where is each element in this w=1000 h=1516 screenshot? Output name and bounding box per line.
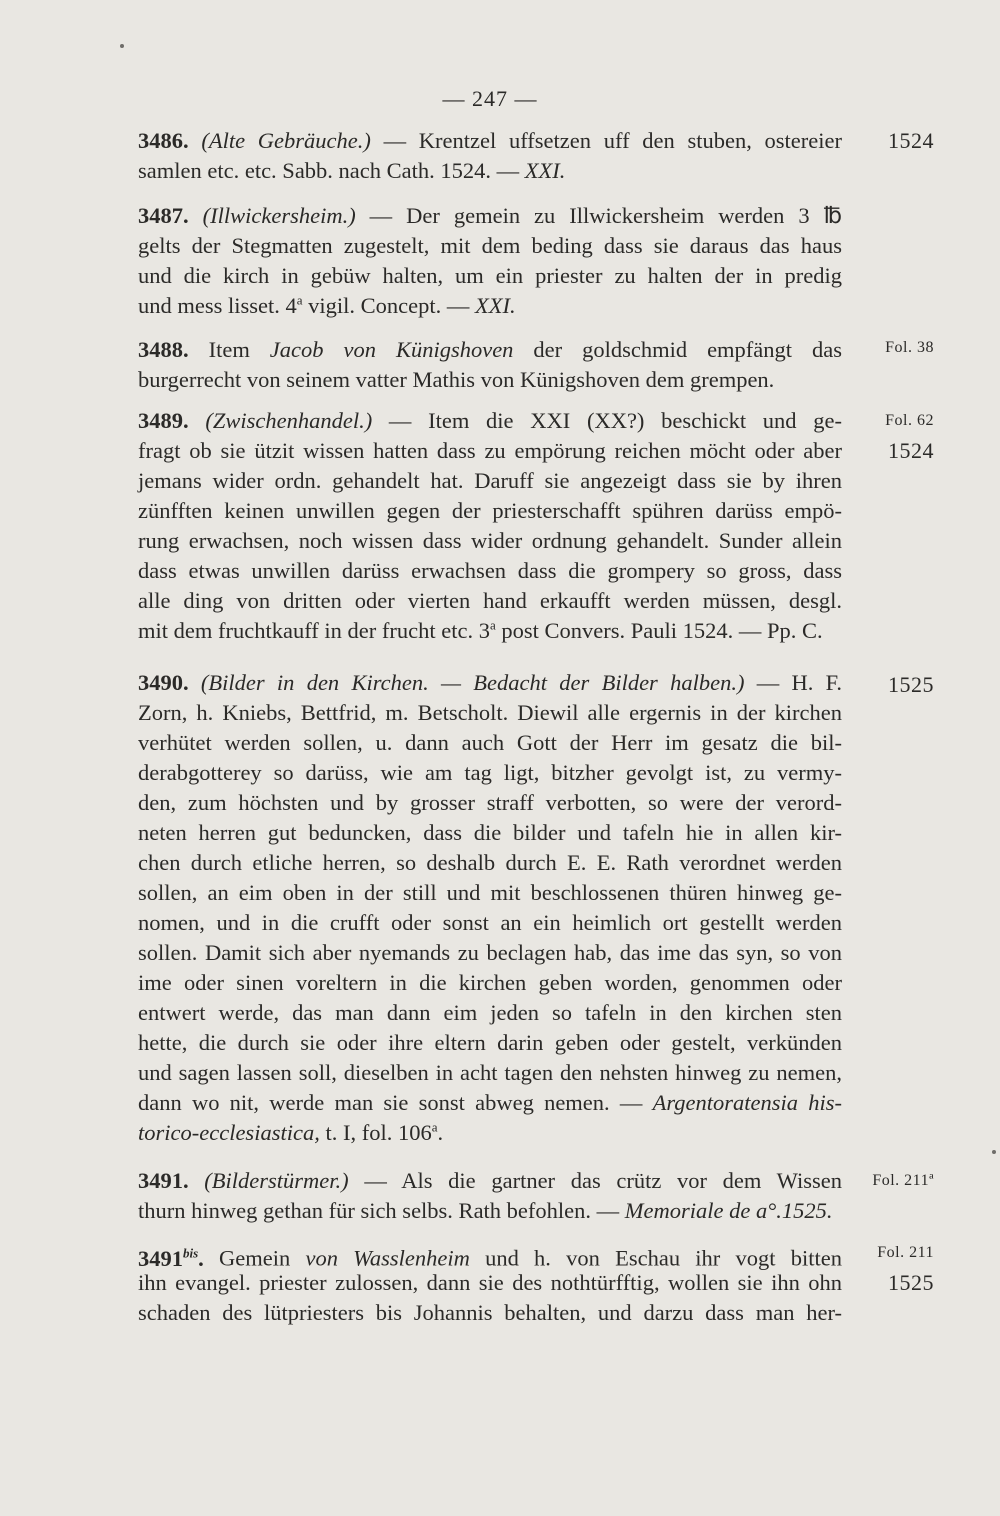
entry-text: dann wo nit, werde man sie sonst abweg nemen. — [138, 1090, 653, 1115]
entry-text: — Krentzel uffsetzen uff den stuben, ostereier [370, 128, 843, 153]
person-name: Jacob von Künigshoven [269, 337, 514, 362]
paper-speck [120, 44, 124, 48]
margin-year: 1525 [888, 1270, 934, 1295]
entry-text: Item [188, 337, 270, 362]
margin-folio: Fol. 211 [877, 1244, 934, 1261]
superscript: a [431, 1119, 438, 1135]
paper-speck [992, 1150, 996, 1154]
margin-year: 1525 [888, 672, 934, 697]
entry-text: thurn hinweg gethan für sich selbs. Rath befohlen. — [138, 1198, 625, 1223]
entry-text: sollen. Damit sich aber nyemands zu beclagen hab, das ime das syn, so von [138, 940, 842, 965]
entry-number: 3491. [138, 1168, 189, 1193]
place-name: von Wasslenheim [305, 1245, 470, 1271]
source-ref: XXI. [524, 158, 566, 183]
entry-text: und die kirch in gebüw halten, um ein priester zu halten der in predig [138, 263, 842, 288]
entry-text: t. I, fol. 106 [319, 1120, 432, 1145]
superscript: a [296, 292, 303, 308]
entry-text: chen durch etliche herren, so deshalb durch E. E. Rath verordnet werden [138, 850, 842, 875]
entry-text: der goldschmid empfängt das [513, 337, 842, 362]
entry-text: und h. von Eschau ihr vogt bitten [469, 1245, 842, 1271]
entry-heading: (Bilderstürmer.) [204, 1168, 349, 1193]
entry-heading: (Illwickersheim.) [202, 203, 356, 228]
entry-3488 [138, 335, 842, 395]
entry-text: rung erwachsen, noch wissen dass wider ordnung gehandelt. Sunder allein [138, 528, 842, 553]
entry-3491bis [138, 1238, 842, 1328]
entry-text: — Item die XXI (XX?) beschickt und ge- [372, 408, 842, 433]
superscript: a [489, 617, 496, 633]
entry-3491 [138, 1166, 842, 1226]
entry-text: nomen, und in die crufft oder sonst an ein heimlich ort gestellt werden [138, 910, 842, 935]
entry-heading: (Bilder in den Kirchen. — Bedacht der Bilder halben.) [200, 670, 745, 695]
entry-text: burgerrecht von seinem vatter Mathis von Künigshoven dem grempen. [138, 367, 775, 392]
entry-text: den, zum höchsten und by grosser straff verbotten, so were der verord- [138, 790, 842, 815]
entry-heading: (Zwischenhandel.) [205, 408, 373, 433]
entry-text: schaden des lütpriesters bis Johannis behalten, und darzu dass man her- [138, 1300, 842, 1325]
entry-text: dass etwas unwillen darüss erwachsen dass die grompery so gross, dass [138, 558, 842, 583]
entry-3487 [138, 201, 842, 321]
entry-text: ime oder sinen voreltern in die kirchen geben worden, genommen oder [138, 970, 842, 995]
entry-text: hette, die durch sie oder ihre eltern darin geben oder gestelt, verkünden [138, 1030, 842, 1055]
entry-number: 3488. [138, 337, 189, 362]
entry-text: sollen, an eim oben in der still und mit beschlossenen thüren hinweg ge- [138, 880, 842, 905]
entry-text: neten herren gut beduncken, dass die bilder und tafeln hie in allen kir- [138, 820, 842, 845]
entry-heading: (Alte Gebräuche.) [201, 128, 371, 153]
page-number: — 247 — [442, 86, 538, 111]
entry-3489 [138, 406, 842, 646]
source-ref: Argentoratensia his- [652, 1090, 843, 1115]
margin-year: 1524 [888, 438, 934, 463]
entry-text: alle ding von dritten oder vierten hand erkaufft werden müssen, desgl. [138, 588, 842, 613]
margin-folio: Fol. 62 [885, 412, 934, 429]
entry-text: — Als die gartner das crütz vor dem Wissen [348, 1168, 842, 1193]
source-ref: Memoriale de a°.1525. [624, 1198, 833, 1223]
entry-text: und sagen lassen soll, dieselben in acht tagen den nehsten hinweg zu nemen, [138, 1060, 842, 1085]
entry-text: gelts der Stegmatten zugestelt, mit dem beding dass sie daraus das haus [138, 233, 842, 258]
entry-number: 3486. [138, 128, 189, 153]
entry-text: Gemein [203, 1245, 306, 1271]
entry-number: 3487. [138, 203, 189, 228]
entry-text: vigil. Concept. — [302, 293, 476, 318]
source-ref: XXI. [475, 293, 516, 318]
entry-number: 3490. [138, 670, 189, 695]
entry-text: — Der gemein zu Illwickersheim werden 3 ℔ [355, 203, 843, 228]
entry-text: zünfften keinen unwillen gegen der priesterschafft spühren darüss empö- [138, 498, 842, 523]
entry-text: mit dem fruchtkauff in der frucht etc. 3 [138, 618, 490, 643]
entry-text: . [437, 1120, 444, 1145]
entry-text: fragt ob sie ützit wissen hatten dass zu empörung reichen möcht oder aber [138, 438, 842, 463]
margin-folio: Fol. 38 [885, 339, 934, 356]
entry-text: derabgotterey so darüss, wie am tag ligt, bitzher gevolgt ist, zu vermy- [138, 760, 842, 785]
entry-text: verhütet werden sollen, u. dann auch Gott der Herr im gesatz die bil- [138, 730, 842, 755]
margin-year: 1524 [888, 128, 934, 153]
entry-text: und mess lisset. 4 [138, 293, 297, 318]
source-ref: torico-ecclesiastica, [138, 1120, 320, 1145]
entry-number: 3489. [138, 408, 189, 433]
entry-text: ihn evangel. priester zulossen, dann sie des nothtürfftig, wollen sie ihn ohn [138, 1270, 842, 1295]
entry-3486 [138, 126, 842, 186]
entry-text: post Convers. Pauli 1524. — Pp. C. [495, 618, 823, 643]
entry-text: samlen etc. etc. Sabb. nach Cath. 1524. — [138, 158, 525, 183]
entry-text: entwert werde, das man dann eim jeden so tafeln in den kirchen sten [138, 1000, 842, 1025]
superscript: bis [183, 1245, 199, 1260]
entry-3490 [138, 668, 842, 1148]
margin-folio: Fol. 211ª [872, 1172, 934, 1189]
entry-text: Zorn, h. Kniebs, Bettfrid, m. Betscholt. Diewil alle ergernis in der kirchen [138, 700, 842, 725]
entry-text: jemans wider ordn. gehandelt hat. Daruff sie angezeigt dass sie by ihren [138, 468, 842, 493]
entry-number: $3491^{bis}$. [138, 1245, 204, 1271]
entry-text: — H. F. [744, 670, 842, 695]
